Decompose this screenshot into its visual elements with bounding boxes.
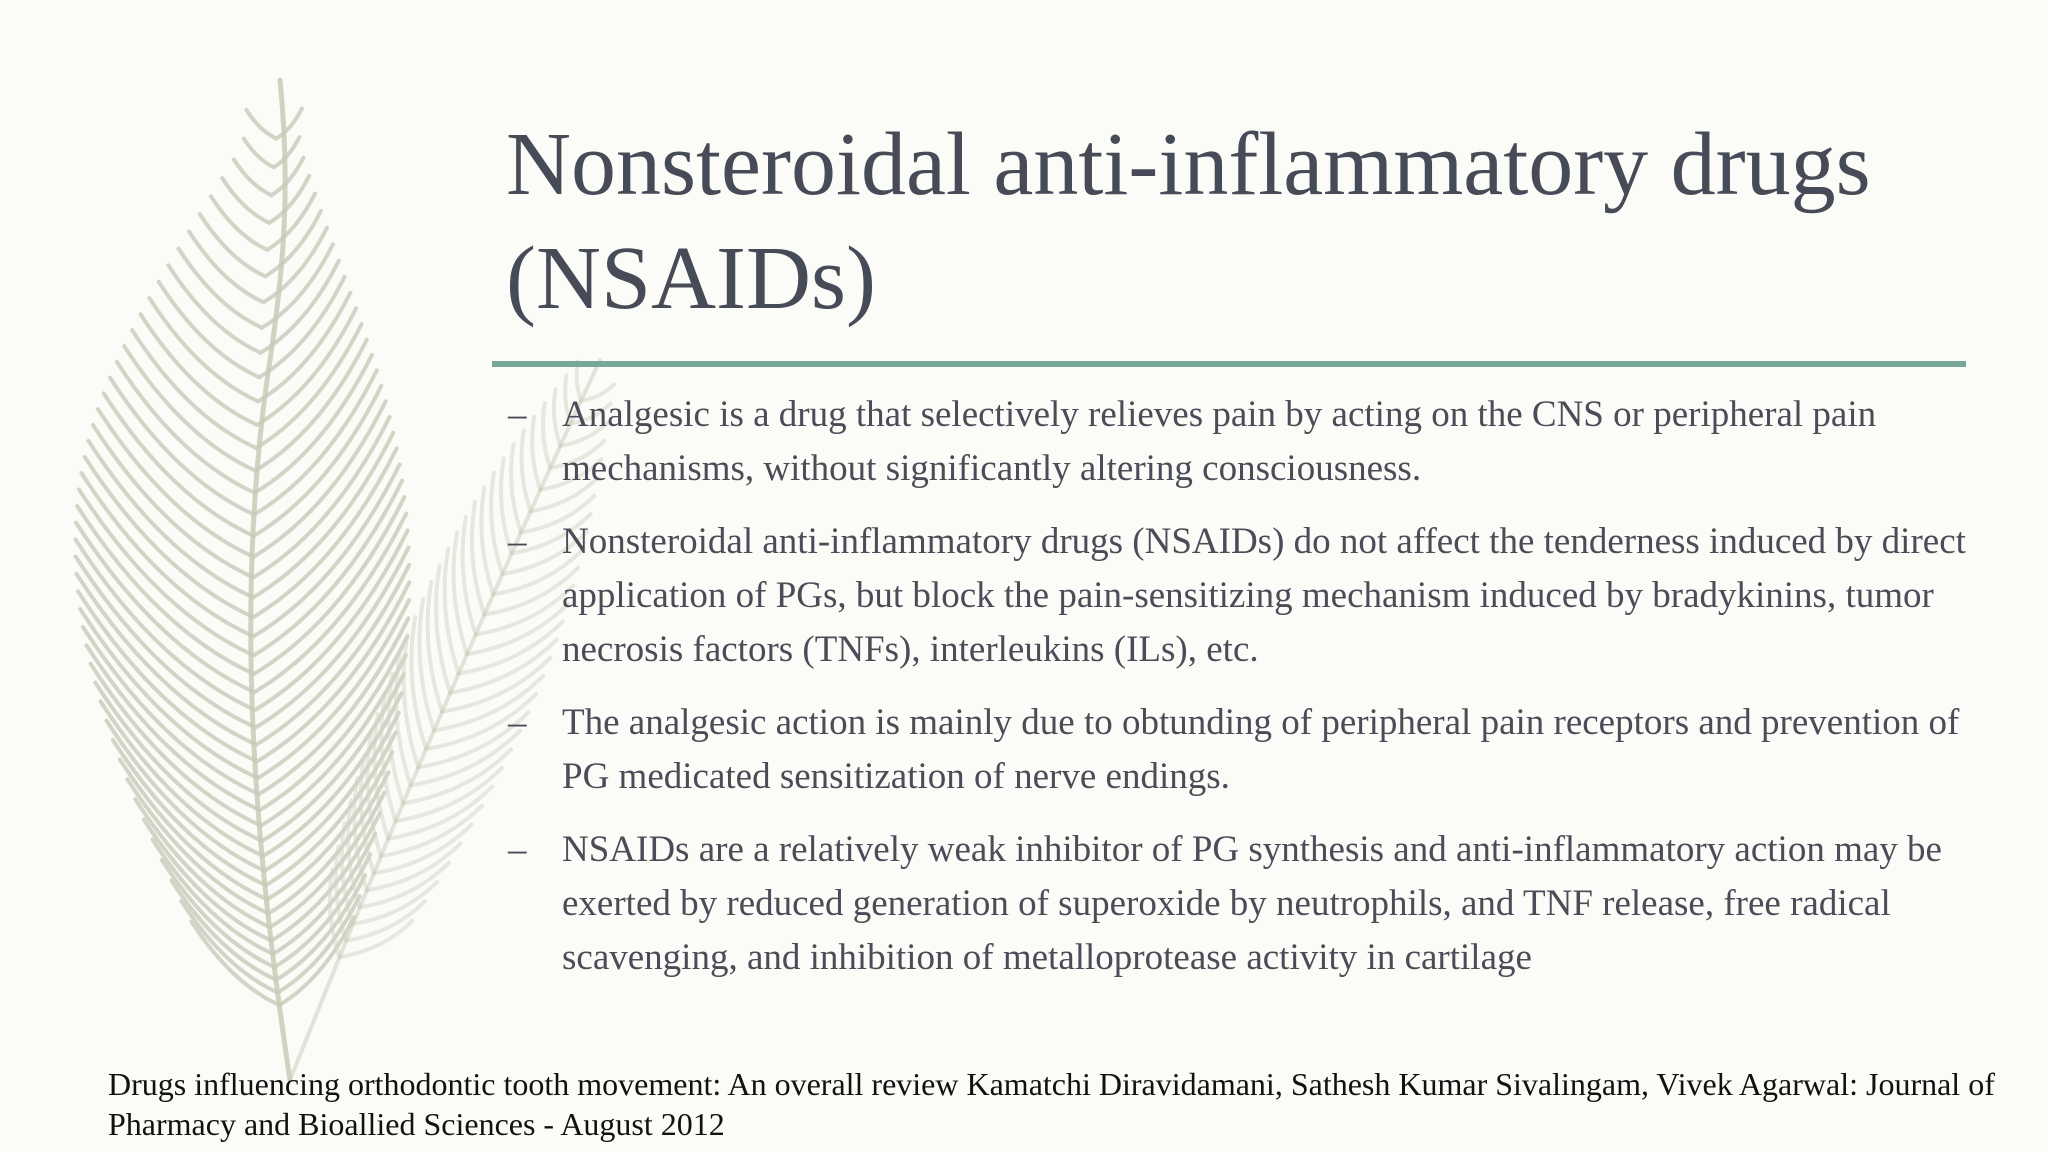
bullet-text: The analgesic action is mainly due to obtunding of peripheral pain receptors and prevention of PG medicated sensitization of nerve endings. xyxy=(562,702,1960,797)
bullet-item xyxy=(508,823,1988,985)
feather-barb xyxy=(246,110,276,139)
citation: Drugs influencing orthodontic tooth movement: An overall review Kamatchi Diravidamani, Sathesh Kumar Sivalingam, Vivek Agarwal: Journal of Pharmacy and Bioallied Sciences - August 2012 xyxy=(108,1066,1995,1142)
bullet-text: Nonsteroidal anti-inflammatory drugs (NSAIDs) do not affect the tenderness induced by direct application of PGs, but block the pain-sensitizing mechanism induced by bradykinins, tumor necrosis factors (TNFs), interleukins (ILs), etc. xyxy=(562,521,1966,670)
slide-title: Nonsteroidal anti-inflammatory drugs (NSAIDs) xyxy=(506,115,1871,328)
bullet-item xyxy=(508,696,1988,804)
bullet-dash: – xyxy=(508,521,527,562)
bullet-list xyxy=(508,388,1988,1004)
feather-barb xyxy=(222,178,269,223)
bullet-dash: – xyxy=(508,829,527,870)
bullet-item xyxy=(508,388,1988,496)
feather-barb xyxy=(85,457,254,617)
feather-barb xyxy=(244,139,274,168)
title-divider xyxy=(492,361,1966,367)
feather-barb xyxy=(117,362,255,493)
bullet-dash: – xyxy=(508,394,527,435)
bullet-text: Analgesic is a drug that selectively relieves pain by acting on the CNS or peripheral pain mechanisms, without significantly altering consciousness. xyxy=(562,394,1877,489)
feather-barb xyxy=(110,378,254,515)
feather-barb xyxy=(276,109,302,139)
bullet-dash: – xyxy=(508,702,527,743)
feather-barb xyxy=(179,249,262,328)
bullet-item xyxy=(508,515,1988,677)
feather-barb xyxy=(264,228,327,303)
bullet-text: NSAIDs are a relatively weak inhibitor of PG synthesis and anti-inflammatory action may be exerted by reduced generation of superoxide by neutrophils, and TNF release, free radical scavenging, and inhibition of metalloprotease activity in cartilage xyxy=(562,829,1942,978)
